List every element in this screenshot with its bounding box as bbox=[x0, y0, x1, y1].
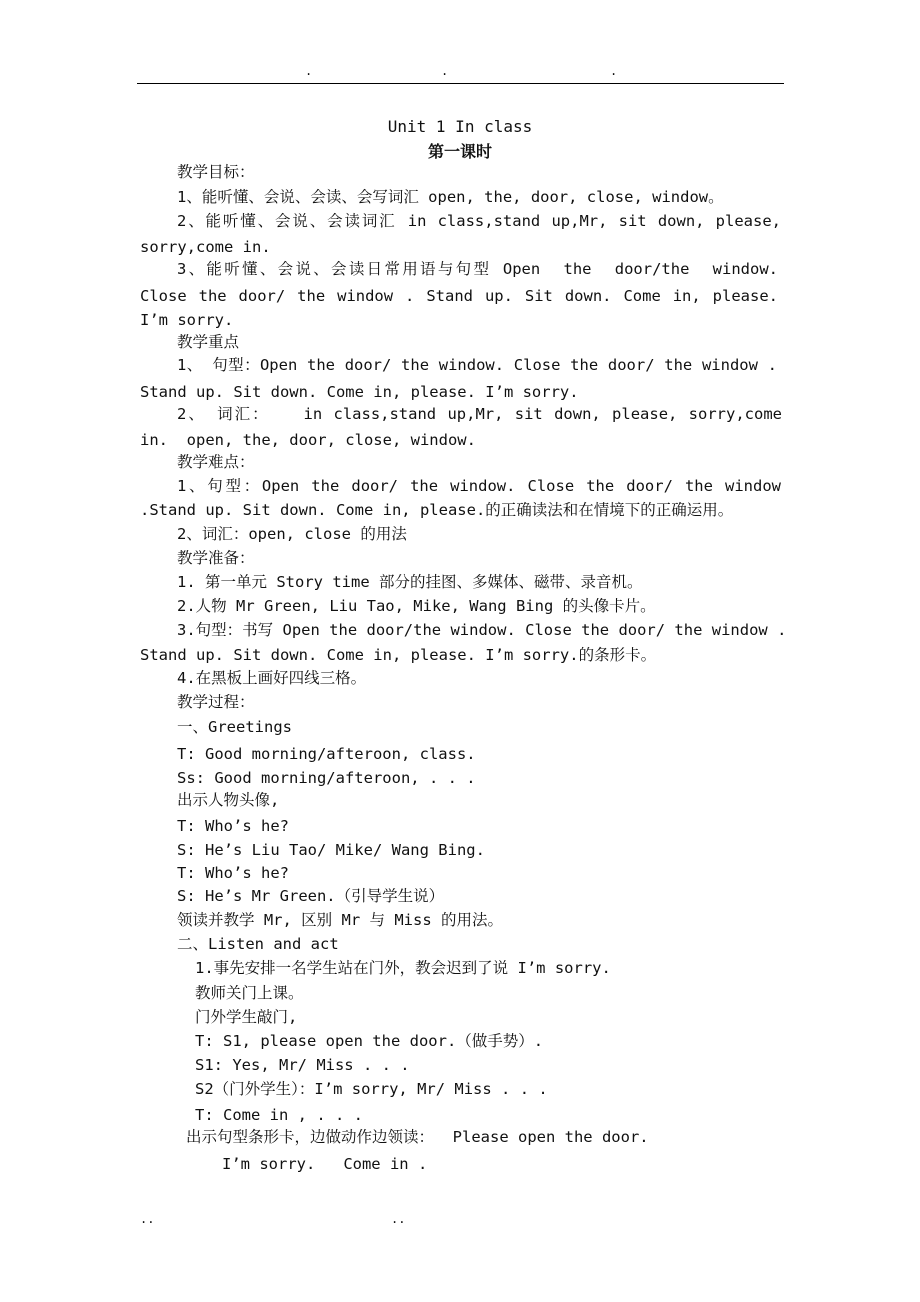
header-dot: . bbox=[305, 64, 313, 78]
text-line: T: Who’s he? bbox=[177, 817, 289, 835]
text-line: Stand up. Sit down. Come in, please. I’m sorry.的条形卡。 bbox=[140, 646, 657, 664]
page-header bbox=[0, 64, 920, 80]
text-line: 4.在黑板上画好四线三格。 bbox=[177, 669, 367, 687]
text-line: S: He’s Mr Green.（引导学生说） bbox=[177, 887, 445, 905]
text-line: S2（门外学生）：I’m sorry, Mr/ Miss . . . bbox=[195, 1080, 548, 1098]
text-line: T: Who’s he? bbox=[177, 864, 289, 882]
text-line: 2.人物 Mr Green, Liu Tao, Mike, Wang Bing 的头像卡片。 bbox=[177, 597, 656, 615]
text-line: Stand up. Sit down. Come in, please. I’m sorry. bbox=[140, 383, 579, 401]
text-line: 领读并教学 Mr, 区别 Mr 与 Miss 的用法。 bbox=[177, 911, 503, 929]
text-line: 教学准备： bbox=[177, 549, 255, 567]
text-line: 教学难点： bbox=[177, 453, 255, 471]
text-line: 1、能听懂、会说、会读、会写词汇 open, the, door, close, window。 bbox=[177, 188, 724, 206]
text-line: 1. 第一单元 Story time 部分的挂图、多媒体、磁带、录音机。 bbox=[177, 573, 643, 591]
text-line: 3.句型：书写 Open the door/the window. Close the door/ the window . bbox=[177, 621, 787, 639]
text-line: 1、句型：Open the door/ the window. Close the door/ the window bbox=[177, 477, 781, 495]
text-line: 教学重点 bbox=[177, 333, 240, 351]
text-line: sorry,come in. bbox=[140, 238, 271, 256]
text-line: 3、能听懂、会说、会读日常用语与句型 Open the door/the window. bbox=[177, 260, 778, 278]
text-line: 教学目标： bbox=[177, 163, 255, 181]
text-line: S1: Yes, Mr/ Miss . . . bbox=[195, 1056, 410, 1074]
footer-mark: .. bbox=[391, 1212, 406, 1226]
text-line: 1.事先安排一名学生站在门外，教会迟到了说 I’m sorry. bbox=[195, 959, 611, 977]
text-line: I’m sorry. Come in . bbox=[222, 1155, 428, 1173]
text-line: S: He’s Liu Tao/ Mike/ Wang Bing. bbox=[177, 841, 485, 859]
text-line: 出示句型条形卡，边做动作边领读： Please open the door. bbox=[186, 1128, 649, 1146]
document-title: Unit 1 In class bbox=[387, 117, 533, 136]
header-dot: . bbox=[610, 64, 618, 78]
text-line: 2、 词汇： in class,stand up,Mr, sit down, please, sorry,come bbox=[177, 405, 782, 423]
text-line: 出示人物头像, bbox=[177, 791, 280, 809]
text-line: T: Good morning/afteroon, class. bbox=[177, 745, 476, 763]
text-line: 2、能听懂、会说、会读词汇 in class,stand up,Mr, sit down, please, bbox=[177, 212, 781, 230]
text-line: in. open, the, door, close, window. bbox=[140, 431, 476, 449]
footer-mark: .. bbox=[140, 1212, 155, 1226]
header-rule bbox=[137, 83, 784, 84]
text-line: T: S1, please open the door.（做手势）. bbox=[195, 1032, 544, 1050]
header-dot: . bbox=[441, 64, 449, 78]
text-line: 二、Listen and act bbox=[177, 935, 339, 953]
text-line: Close the door/ the window . Stand up. Sit down. Come in, please. bbox=[140, 287, 778, 305]
text-line: 一、Greetings bbox=[177, 718, 292, 736]
text-line: 教学过程： bbox=[177, 693, 255, 711]
text-line: T: Come in , . . . bbox=[195, 1106, 363, 1124]
text-line: .Stand up. Sit down. Come in, please.的正确读法和在情境下的正确运用。 bbox=[140, 501, 734, 519]
text-line: 门外学生敲门, bbox=[195, 1008, 298, 1026]
text-line: 2、词汇：open, close 的用法 bbox=[177, 525, 407, 543]
document-subtitle: 第一课时 bbox=[427, 142, 492, 161]
text-line: 教师关门上课。 bbox=[195, 984, 304, 1002]
text-line: 1、 句型：Open the door/ the window. Close the door/ the window . bbox=[177, 356, 777, 374]
text-line: Ss: Good morning/afteroon, . . . bbox=[177, 769, 476, 787]
text-line: I’m sorry. bbox=[140, 311, 234, 329]
